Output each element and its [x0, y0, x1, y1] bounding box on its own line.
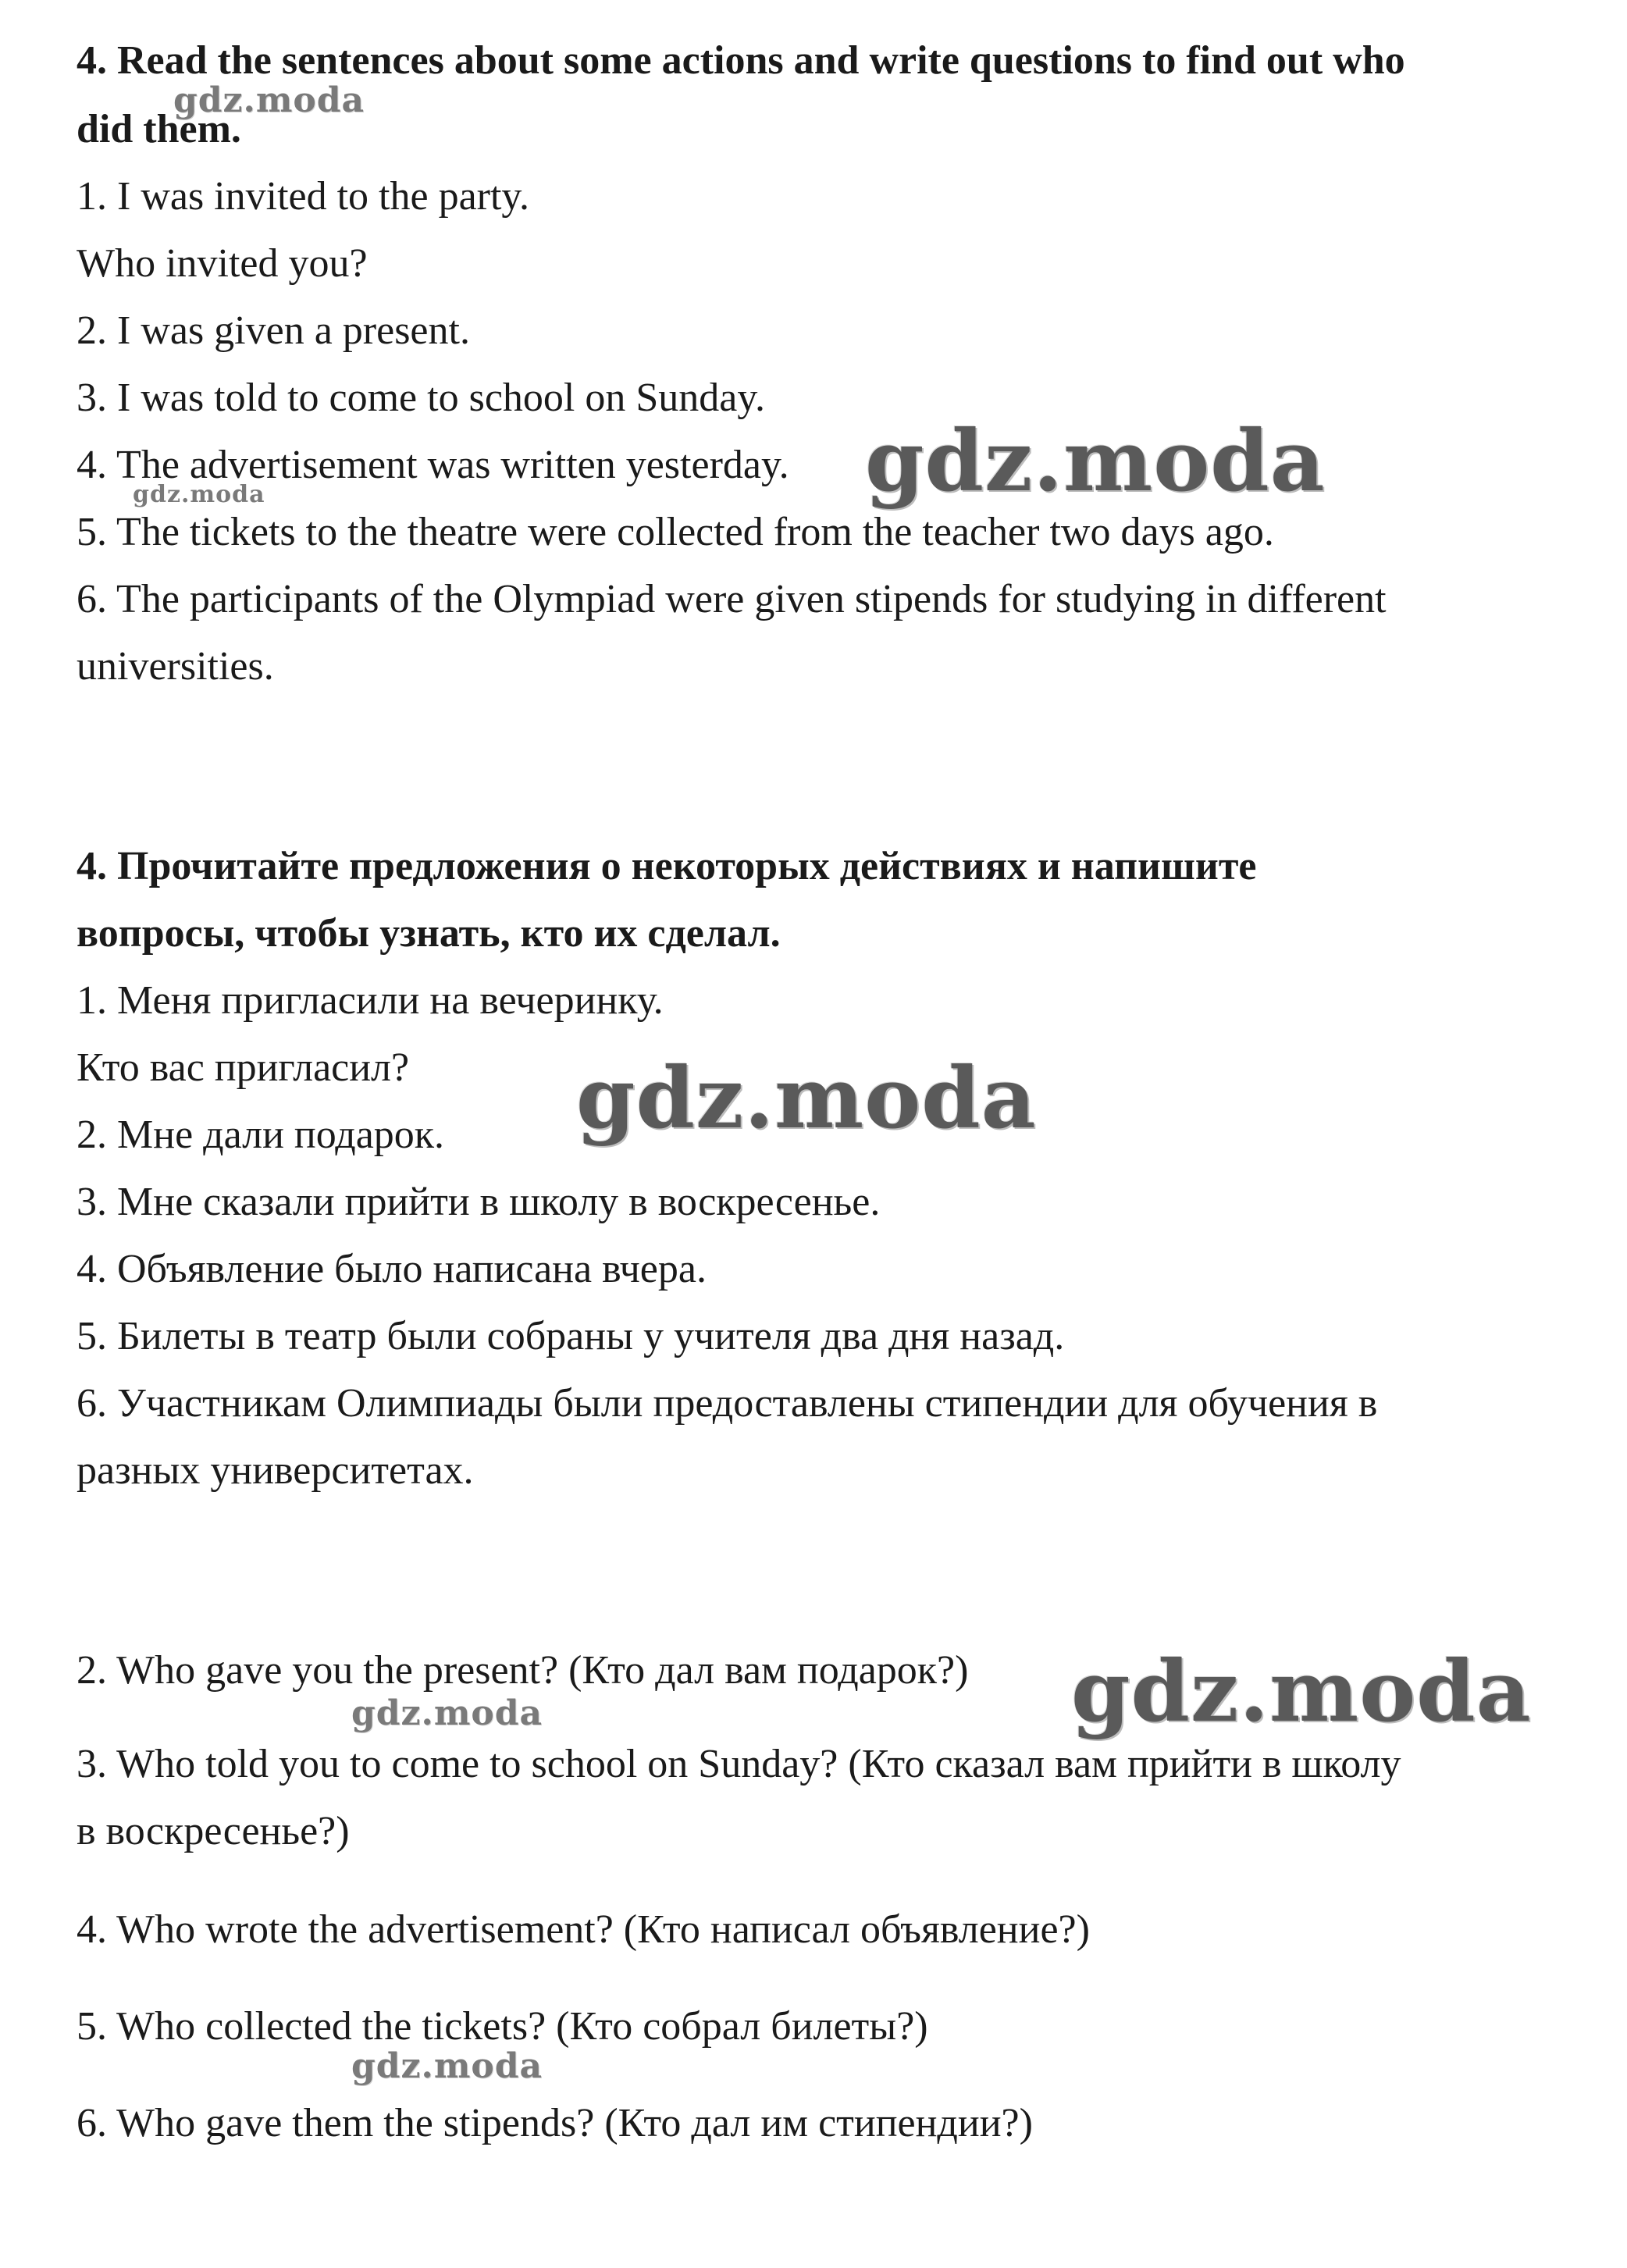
- russian-sentence-3: 3. Мне сказали прийти в школу в воскресенье.: [77, 1180, 881, 1224]
- russian-sentence-6: 6. Участникам Олимпиады были предоставлены стипендии для обучения в: [77, 1381, 1378, 1426]
- russian-sentence-2: 2. Мне дали подарок.: [77, 1113, 445, 1157]
- watermark-large-2: gdz.moda: [576, 1049, 1037, 1148]
- english-sentence-2: 2. I was given a present.: [77, 308, 470, 353]
- english-heading-line-2: did them.: [77, 107, 241, 151]
- watermark-small-bottom: gdz.moda: [351, 2046, 543, 2086]
- russian-heading-line-1: 4. Прочитайте предложения о некоторых действиях и напишите: [77, 844, 1257, 888]
- russian-sentence-5: 5. Билеты в театр были собраны у учителя два дня назад.: [77, 1314, 1065, 1358]
- russian-sentence-1: 1. Меня пригласили на вечеринку.: [77, 978, 664, 1023]
- english-sentence-6: 6. The participants of the Olympiad were given stipends for studying in different: [77, 577, 1387, 621]
- watermark-large-3: gdz.moda: [1071, 1643, 1532, 1741]
- english-sentence-4: 4. The advertisement was written yesterday.: [77, 443, 789, 487]
- english-sentence-1: 1. I was invited to the party.: [77, 174, 530, 219]
- english-example-answer: Who invited you?: [77, 241, 368, 286]
- english-sentence-3: 3. I was told to come to school on Sunday.: [77, 376, 765, 420]
- english-sentence-6-continued: universities.: [77, 644, 274, 689]
- watermark-small-middle: gdz.moda: [351, 1693, 543, 1733]
- russian-sentence-4: 4. Объявление было написана вчера.: [77, 1247, 707, 1291]
- answer-4: 4. Who wrote the advertisement? (Кто написал объявление?): [77, 1907, 1090, 1952]
- watermark-tiny: gdz.moda: [133, 481, 265, 508]
- answer-3-continued: в воскресенье?): [77, 1809, 350, 1853]
- answer-2: 2. Who gave you the present? (Кто дал вам подарок?): [77, 1648, 969, 1693]
- answer-5: 5. Who collected the tickets? (Кто собрал билеты?): [77, 2004, 928, 2049]
- watermark-large-1: gdz.moda: [865, 412, 1326, 511]
- english-heading-line-1: 4. Read the sentences about some actions and write questions to find out who: [77, 38, 1405, 83]
- answer-6: 6. Who gave them the stipends? (Кто дал им стипендии?): [77, 2101, 1033, 2145]
- russian-sentence-6-continued: разных университетах.: [77, 1448, 474, 1493]
- english-sentence-5: 5. The tickets to the theatre were collected from the teacher two days ago.: [77, 510, 1274, 554]
- russian-heading-line-2: вопросы, чтобы узнать, кто их сделал.: [77, 911, 781, 956]
- watermark-small-top: gdz.moda: [173, 80, 365, 120]
- answer-3: 3. Who told you to come to school on Sunday? (Кто сказал вам прийти в школу: [77, 1742, 1401, 1786]
- russian-example-answer: Кто вас пригласил?: [77, 1045, 410, 1090]
